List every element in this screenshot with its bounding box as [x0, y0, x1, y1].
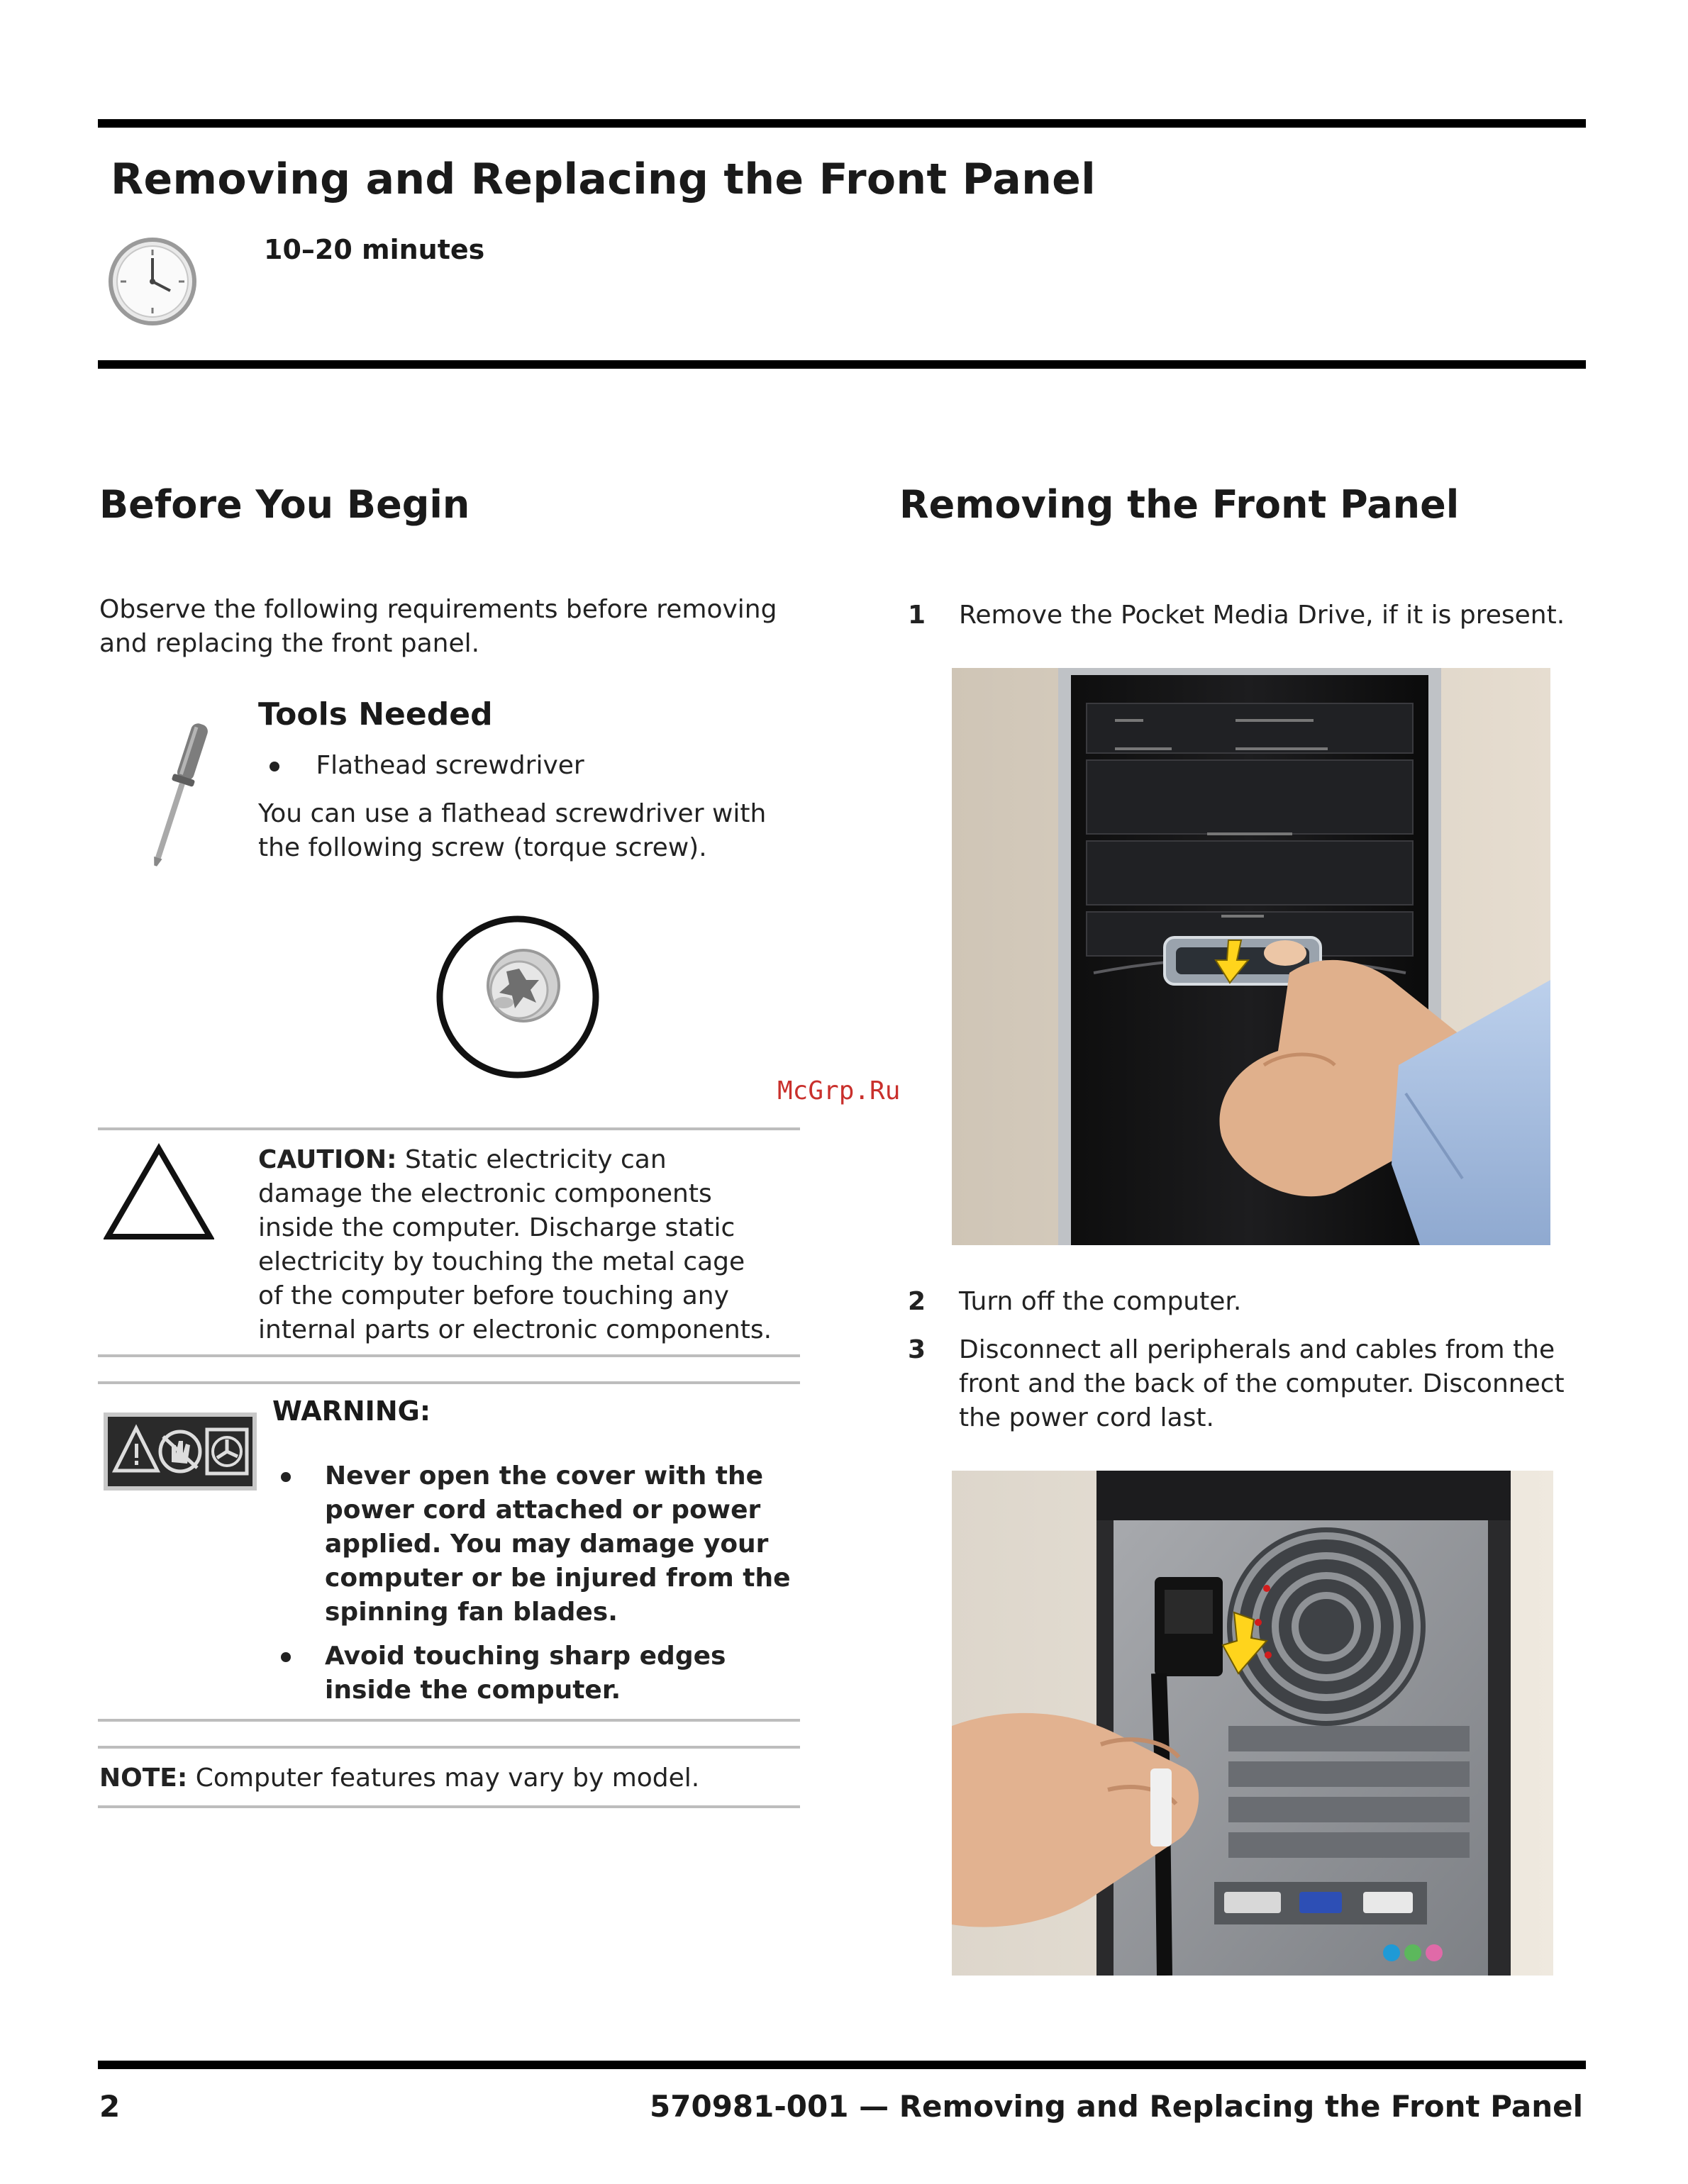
tools-list-item — [270, 749, 584, 783]
warning-top-rule — [98, 1381, 800, 1384]
tools-needed-heading: Tools Needed — [258, 696, 493, 732]
screwdriver-icon — [132, 716, 224, 872]
footer-rule — [98, 2061, 1586, 2069]
caution-body: Static electricity can damage the electronic components inside the computer. Discharge static electricity by touching the metal cage of the computer before touching any internal parts or electronic components. — [258, 1145, 772, 1344]
step-text: Disconnect all peripherals and cables from the front and the back of the computer. Disconnect the power cord last. — [959, 1335, 1565, 1432]
step-number: 2 — [908, 1287, 926, 1316]
caution-bottom-rule — [98, 1354, 800, 1357]
caution-triangle-icon — [104, 1143, 214, 1242]
torque-screw-image — [433, 912, 603, 1082]
step-text: Turn off the computer. — [959, 1287, 1242, 1316]
step-number: 1 — [908, 601, 926, 630]
tools-item-label: Flathead screwdriver — [316, 751, 584, 780]
removing-front-panel-heading: Removing the Front Panel — [899, 482, 1460, 527]
warning-item — [281, 1459, 792, 1629]
top-rule — [98, 119, 1586, 128]
page-number: 2 — [99, 2089, 121, 2124]
bullet-icon — [281, 1652, 291, 1662]
step-text: Remove the Pocket Media Drive, if it is present. — [959, 601, 1565, 630]
header-bottom-rule — [98, 360, 1586, 369]
note-bottom-rule — [98, 1805, 800, 1808]
warning-bottom-rule — [98, 1719, 800, 1722]
watermark: McGrp.Ru — [777, 1076, 901, 1105]
step-number: 3 — [908, 1335, 926, 1364]
photo-disconnect-power-cord — [952, 1471, 1553, 1976]
bullet-icon — [270, 762, 279, 771]
warning-label: WARNING: — [272, 1395, 431, 1427]
warning-item-text: Never open the cover with the power cord attached or power applied. You may damage your computer or be injured from the spinning fan blades. — [325, 1461, 791, 1627]
bullet-icon — [281, 1472, 291, 1482]
caution-text — [258, 1143, 776, 1347]
warning-item-text: Avoid touching sharp edges inside the computer. — [325, 1642, 726, 1705]
caution-label: CAUTION: — [258, 1145, 397, 1174]
footer-doc-title: 570981-001 — Removing and Replacing the Front Panel — [650, 2089, 1583, 2124]
photo-remove-pocket-media-drive — [952, 668, 1550, 1245]
note-body: Computer features may vary by model. — [195, 1764, 700, 1793]
page-title: Removing and Replacing the Front Panel — [111, 155, 1096, 204]
duration-label: 10–20 minutes — [264, 234, 485, 265]
clock-icon — [106, 234, 199, 329]
note-text — [99, 1761, 794, 1795]
note-label: NOTE: — [99, 1764, 188, 1793]
warning-item — [281, 1639, 792, 1707]
note-top-rule — [98, 1746, 800, 1749]
tools-text: You can use a flathead screwdriver with the following screw (torque screw). — [258, 799, 767, 862]
before-you-begin-heading: Before You Begin — [99, 482, 470, 527]
caution-top-rule — [98, 1127, 800, 1130]
warning-symbols-icon — [104, 1413, 257, 1491]
intro-text: Observe the following requirements before removing and replacing the front panel. — [99, 595, 777, 658]
